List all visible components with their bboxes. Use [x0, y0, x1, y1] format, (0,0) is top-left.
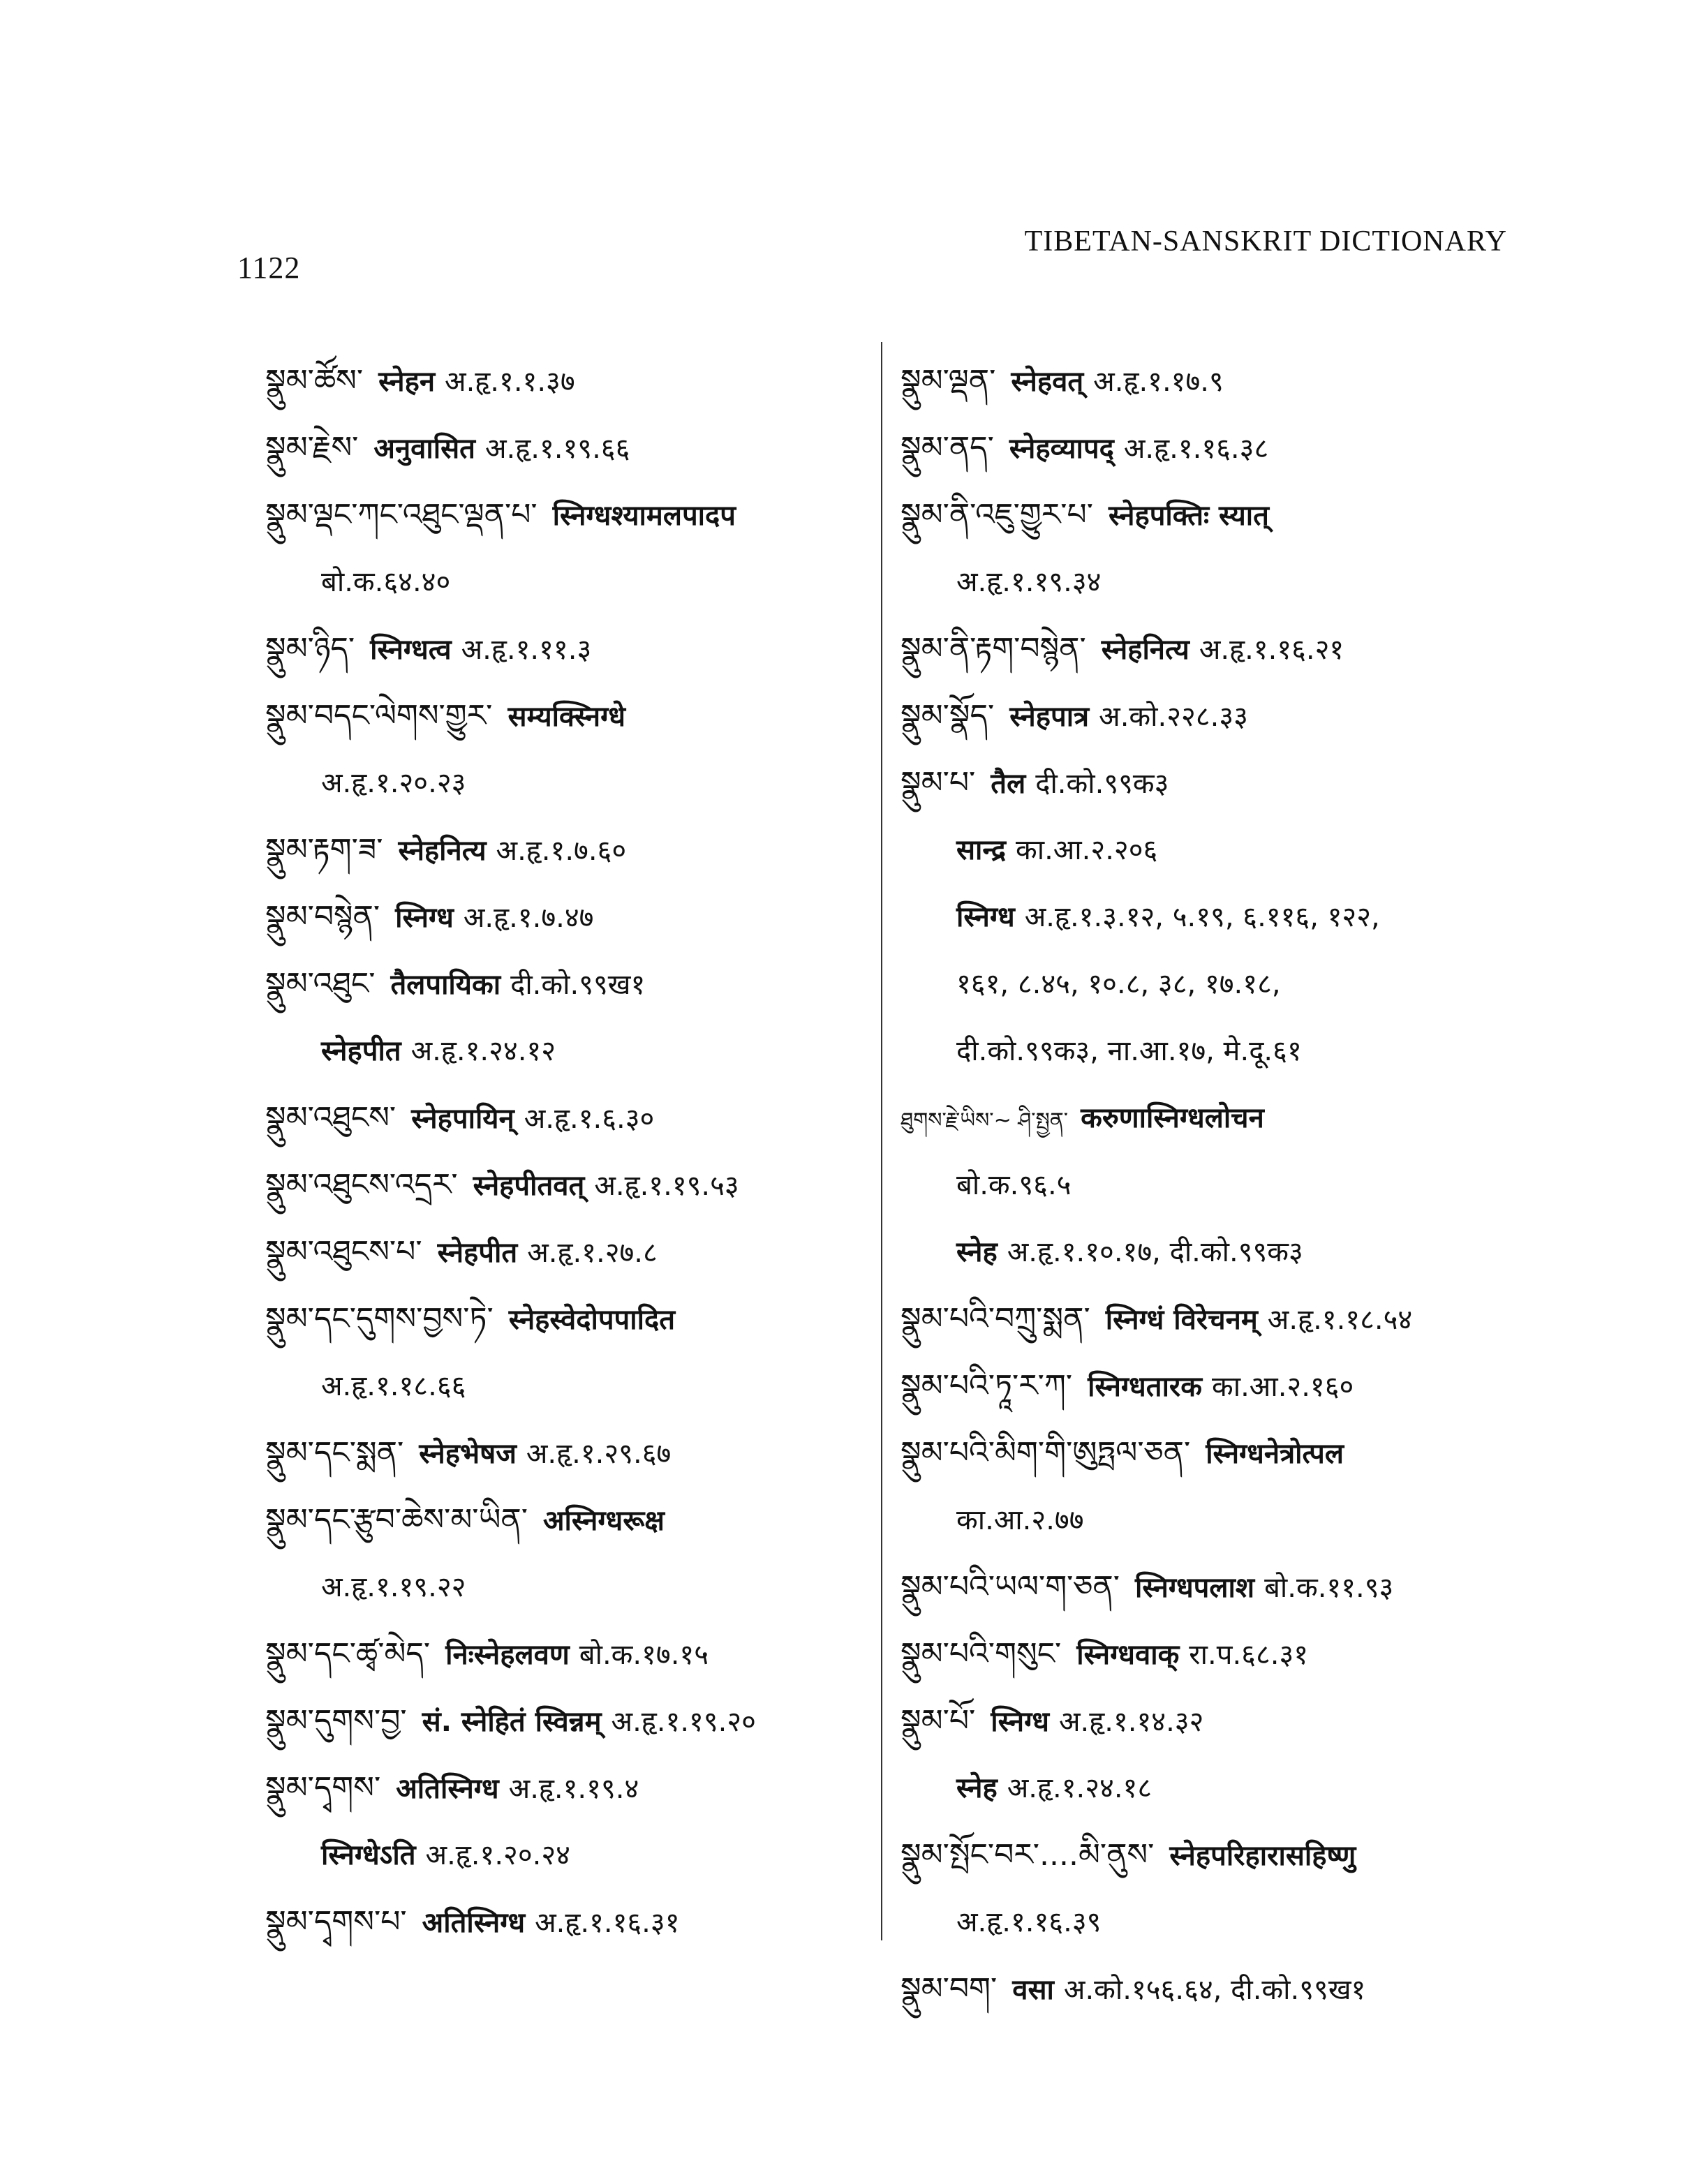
- tibetan-headword: སྣུམ་དང་རྩུབ་ཆེས་མ་ཡིན་: [265, 1502, 528, 1538]
- dictionary-line: [900, 750, 1529, 817]
- dictionary-line: [265, 1487, 880, 1554]
- column-divider: [881, 342, 882, 1940]
- dictionary-line: [265, 817, 880, 884]
- dictionary-line: [900, 1353, 1529, 1420]
- dictionary-line: [900, 1956, 1529, 2023]
- source-reference: अ.हृ.१.१९.३४: [956, 566, 1102, 598]
- dictionary-line: [900, 1085, 1529, 1152]
- dictionary-line: [265, 1286, 880, 1353]
- source-reference: अ.हृ.१.१९.४: [508, 1773, 639, 1805]
- sanskrit-equivalent: स्निग्ध: [991, 1706, 1049, 1738]
- sanskrit-equivalent: स्नेहनित्य: [398, 835, 487, 867]
- source-reference: अ.को.१५६.६४, दी.को.९९ख१: [1063, 1974, 1366, 2006]
- source-reference: अ.हृ.१.१०.१७, दी.को.९९क३: [1007, 1236, 1303, 1268]
- source-reference: अ.हृ.१.१९.२२: [321, 1571, 466, 1603]
- dictionary-line: [900, 1286, 1529, 1353]
- dictionary-line: [900, 1822, 1529, 1889]
- dictionary-line: [900, 683, 1529, 750]
- tibetan-headword: སྣུམ་དྭགས་: [265, 1770, 381, 1806]
- source-reference: अ.हृ.१.२०.२३: [321, 767, 466, 799]
- dictionary-line: [900, 415, 1529, 482]
- sanskrit-equivalent: स्नेहभेषज: [419, 1438, 517, 1470]
- source-reference: बो.क.१७.१५: [579, 1639, 709, 1671]
- tibetan-headword: སྣུམ་པའི་ཡལ་ག་ཅན་: [900, 1569, 1120, 1605]
- sanskrit-equivalent: तैल: [991, 768, 1026, 800]
- source-reference: अ.हृ.१.३.१२, ५.१९, ६.११६, १२२,: [1024, 901, 1380, 933]
- source-reference: अ.हृ.१.१६.३८: [1123, 433, 1269, 465]
- tibetan-headword: སྣུམ་དང་སྨན་: [265, 1435, 404, 1471]
- sanskrit-equivalent: स्निग्धं विरेचनम्: [1105, 1304, 1258, 1336]
- source-reference: अ.हृ.१.७.४७: [463, 902, 594, 934]
- sanskrit-equivalent: स्नेहपीत: [437, 1237, 518, 1269]
- tibetan-headword: སྣུམ་དྭགས་པ་: [265, 1904, 407, 1940]
- dictionary-line: [265, 1889, 880, 1956]
- dictionary-line: [265, 616, 880, 683]
- tibetan-headword: སྣུམ་བདང་ལེགས་གྱུར་: [265, 698, 493, 734]
- dictionary-line: [265, 750, 880, 817]
- dictionary-line: [265, 1822, 880, 1889]
- dictionary-line: [265, 1152, 880, 1219]
- tibetan-headword: སྣུམ་བག་: [900, 1971, 998, 2007]
- sanskrit-equivalent: स्नेहस्वेदोपपादित: [508, 1304, 676, 1336]
- page-number: 1122: [237, 251, 301, 285]
- sanskrit-equivalent: स्नेहपायिन्: [411, 1103, 514, 1135]
- tibetan-headword: སྣུམ་པོ་: [900, 1703, 976, 1739]
- dictionary-line: [265, 1554, 880, 1621]
- sanskrit-equivalent: स्निग्धतारक: [1088, 1371, 1203, 1403]
- sanskrit-equivalent: स्नेहपीत: [321, 1035, 401, 1067]
- source-reference: अ.हृ.१.१९.६६: [484, 433, 630, 465]
- sanskrit-equivalent: स्नेह: [956, 1236, 998, 1268]
- sanskrit-equivalent: स्नेहपीतवत्: [473, 1170, 585, 1202]
- tibetan-headword: སྣུམ་པའི་གསུང་: [900, 1636, 1062, 1672]
- source-reference: दी.को.९९क३, ना.आ.१७, मे.दू.६१: [956, 1035, 1302, 1067]
- dictionary-line: [900, 1554, 1529, 1621]
- dictionary-line: [265, 482, 880, 549]
- dictionary-line: [900, 1152, 1529, 1219]
- dictionary-line: [900, 1487, 1529, 1554]
- source-reference: दी.को.९९क३: [1035, 768, 1169, 800]
- dictionary-line: [900, 549, 1529, 616]
- dictionary-line: [265, 1219, 880, 1286]
- tibetan-headword: སྣུམ་འཐུངས་པ་: [265, 1234, 422, 1270]
- source-reference: अ.हृ.१.२९.६७: [526, 1438, 672, 1470]
- source-reference: बो.क.९६.५: [956, 1169, 1072, 1201]
- dictionary-line: [900, 884, 1529, 951]
- left-column: [265, 348, 880, 1956]
- tibetan-headword: སྣུམ་རྟག་ཟ་: [265, 832, 383, 868]
- dictionary-line: [900, 1688, 1529, 1755]
- sanskrit-equivalent: स्नेहपरिहारासहिष्णु: [1169, 1840, 1356, 1872]
- sanskrit-equivalent: स्निग्धेऽति: [321, 1839, 416, 1871]
- source-reference: अ.हृ.१.१७.९: [1093, 366, 1224, 398]
- dictionary-line: [900, 1420, 1529, 1487]
- dictionary-line: [900, 1219, 1529, 1286]
- sanskrit-equivalent: स्नेह: [956, 1772, 998, 1804]
- sanskrit-equivalent: स्निग्धश्यामलपादप: [552, 500, 736, 532]
- dictionary-line: [900, 482, 1529, 549]
- source-reference: का.आ.२.१६०: [1212, 1371, 1354, 1403]
- dictionary-line: [900, 951, 1529, 1018]
- source-reference: अ.हृ.१.२७.८: [527, 1237, 658, 1269]
- dictionary-line: [900, 1621, 1529, 1688]
- tibetan-headword: སྣུམ་ནི་འཇུ་གྱུར་པ་: [900, 497, 1093, 533]
- sanskrit-equivalent: सम्यक्स्निग्धे: [507, 701, 625, 733]
- tibetan-headword: སྣུམ་ཚོས་: [265, 363, 364, 399]
- sanskrit-equivalent: स्निग्धनेत्रोत्पल: [1206, 1438, 1344, 1470]
- source-reference: रा.प.६८.३१: [1189, 1639, 1309, 1671]
- sanskrit-equivalent: स्निग्धपलाश: [1134, 1572, 1255, 1604]
- dictionary-line: [265, 683, 880, 750]
- dictionary-line: [265, 951, 880, 1018]
- tibetan-headword: སྣུམ་ནི་རྟག་བསྙེན་: [900, 631, 1086, 667]
- dictionary-line: [265, 415, 880, 482]
- sanskrit-equivalent: अस्निग्धरूक्ष: [542, 1505, 665, 1537]
- dictionary-line: [900, 616, 1529, 683]
- tibetan-headword: སྣུམ་འཐུང་: [265, 966, 376, 1002]
- dictionary-line: [265, 1353, 880, 1420]
- source-reference: अ.हृ.१.२४.१२: [410, 1035, 556, 1067]
- source-reference: अ.हृ.१.१८.५४: [1267, 1304, 1413, 1336]
- source-reference: दी.को.९९ख१: [510, 969, 646, 1001]
- sanskrit-equivalent: निःस्नेहलवण: [445, 1639, 570, 1671]
- tibetan-headword: སྣུམ་ལྡན་: [900, 363, 996, 399]
- source-reference: अ.को.२२८.३३: [1099, 701, 1248, 733]
- sanskrit-equivalent: स्नेहनित्य: [1101, 634, 1189, 666]
- sanskrit-equivalent: सं. स्नेहितं स्विन्नम्: [422, 1706, 602, 1738]
- source-reference: अ.हृ.१.१४.३२: [1058, 1706, 1204, 1738]
- tibetan-headword: སྣུམ་ཉིད་: [265, 631, 355, 667]
- source-reference: अ.हृ.१.२०.२४: [425, 1839, 570, 1871]
- dictionary-line: [900, 817, 1529, 884]
- dictionary-line: [265, 1755, 880, 1822]
- source-reference: अ.हृ.१.१.३७: [445, 366, 575, 398]
- sanskrit-equivalent: सान्द्र: [956, 834, 1006, 866]
- sanskrit-equivalent: अनुवासित: [373, 433, 475, 465]
- sanskrit-equivalent: करुणास्निग्धलोचन: [1081, 1102, 1264, 1134]
- tibetan-headword: སྣུམ་དང་ཚྭ་མེད་: [265, 1636, 431, 1672]
- sanskrit-equivalent: स्नेहपक्तिः स्यात्: [1108, 500, 1269, 532]
- tibetan-headword: སྣུམ་འཐུངས་: [265, 1100, 396, 1136]
- source-reference: अ.हृ.१.७.६०: [496, 835, 627, 867]
- tibetan-headword: སྣུམ་པ་: [900, 765, 976, 801]
- dictionary-line: [265, 884, 880, 951]
- tibetan-headword: སྣུམ་འཐུངས་འདྲར་: [265, 1167, 458, 1203]
- source-reference: अ.हृ.१.११.३: [461, 634, 592, 666]
- tibetan-headword: སྣུམ་བསྙེན་: [265, 899, 380, 935]
- sanskrit-equivalent: स्नेहन: [378, 366, 436, 398]
- dictionary-line: [265, 1018, 880, 1085]
- right-column: [900, 348, 1529, 2023]
- dictionary-line: [900, 1755, 1529, 1822]
- source-reference: अ.हृ.१.१९.२०: [611, 1706, 756, 1738]
- tibetan-headword: སྣུམ་དང་དུགས་བྱས་ཏེ་: [265, 1301, 494, 1337]
- sanskrit-equivalent: तैलपायिका: [390, 969, 501, 1001]
- tibetan-headword: ཐུགས་རྗེ་ཡིས་~ ཤི་སྤྱན་: [900, 1108, 1069, 1133]
- tibetan-headword: སྣུམ་དུགས་བྱ་: [265, 1703, 407, 1739]
- sanskrit-equivalent: वसा: [1012, 1974, 1054, 2006]
- tibetan-headword: སྣུམ་པའི་ཏཱ་ར་ཀ་: [900, 1368, 1073, 1404]
- tibetan-headword: སྣུམ་པའི་མིག་གི་ཨུཏྤལ་ཅན་: [900, 1435, 1191, 1471]
- sanskrit-equivalent: स्निग्धवाक्: [1076, 1639, 1180, 1671]
- dictionary-line: [265, 1420, 880, 1487]
- source-reference: अ.हृ.१.२४.१८: [1007, 1772, 1152, 1804]
- source-reference: का.आ.२.७७: [956, 1504, 1084, 1536]
- source-reference: अ.हृ.१.६.३०: [524, 1103, 655, 1135]
- sanskrit-equivalent: स्निग्ध: [395, 902, 454, 934]
- sanskrit-equivalent: अतिस्निग्ध: [396, 1773, 499, 1805]
- sanskrit-equivalent: स्निग्ध: [956, 901, 1015, 933]
- sanskrit-equivalent: स्नेहपात्र: [1009, 701, 1090, 733]
- tibetan-headword: སྣུམ་པའི་བཀྲུ་སྨན་: [900, 1301, 1090, 1337]
- sanskrit-equivalent: स्नेहव्यापद्: [1009, 433, 1114, 465]
- tibetan-headword: སྣུམ་རྗེས་: [265, 430, 359, 466]
- source-reference: बो.क.११.९३: [1264, 1572, 1394, 1604]
- dictionary-line: [900, 348, 1529, 415]
- source-reference: बो.क.६४.४०: [321, 566, 451, 598]
- dictionary-line: [265, 1085, 880, 1152]
- tibetan-headword: སྣུམ་སྣོད་: [900, 698, 995, 734]
- tibetan-headword: སྣུམ་ནད་: [900, 430, 994, 466]
- source-reference: अ.हृ.१.१६.२१: [1199, 634, 1344, 666]
- tibetan-headword: སྣུམ་ལྡང་ཀང་འཐུང་ལྡན་པ་: [265, 497, 538, 533]
- source-reference: १६१, ८.४५, १०.८, ३८, १७.१८,: [956, 968, 1281, 1000]
- source-reference: अ.हृ.१.१८.६६: [321, 1370, 466, 1402]
- sanskrit-equivalent: स्नेहवत्: [1011, 366, 1084, 398]
- running-head: TIBETAN-SANSKRIT DICTIONARY: [1024, 225, 1507, 258]
- dictionary-line: [900, 1018, 1529, 1085]
- dictionary-line: [900, 1889, 1529, 1956]
- tibetan-headword: སྣུམ་སྤོང་བར་....མི་ནུས་: [900, 1837, 1155, 1873]
- dictionary-line: [265, 1621, 880, 1688]
- source-reference: का.आ.२.२०६: [1016, 834, 1158, 866]
- dictionary-line: [265, 549, 880, 616]
- sanskrit-equivalent: अतिस्निग्ध: [422, 1907, 526, 1939]
- source-reference: अ.हृ.१.१६.३१: [535, 1907, 680, 1939]
- source-reference: अ.हृ.१.१६.३९: [956, 1906, 1102, 1938]
- dictionary-line: [265, 1688, 880, 1755]
- source-reference: अ.हृ.१.१९.५३: [594, 1170, 739, 1202]
- dictionary-line: [265, 348, 880, 415]
- sanskrit-equivalent: स्निग्धत्व: [370, 634, 452, 666]
